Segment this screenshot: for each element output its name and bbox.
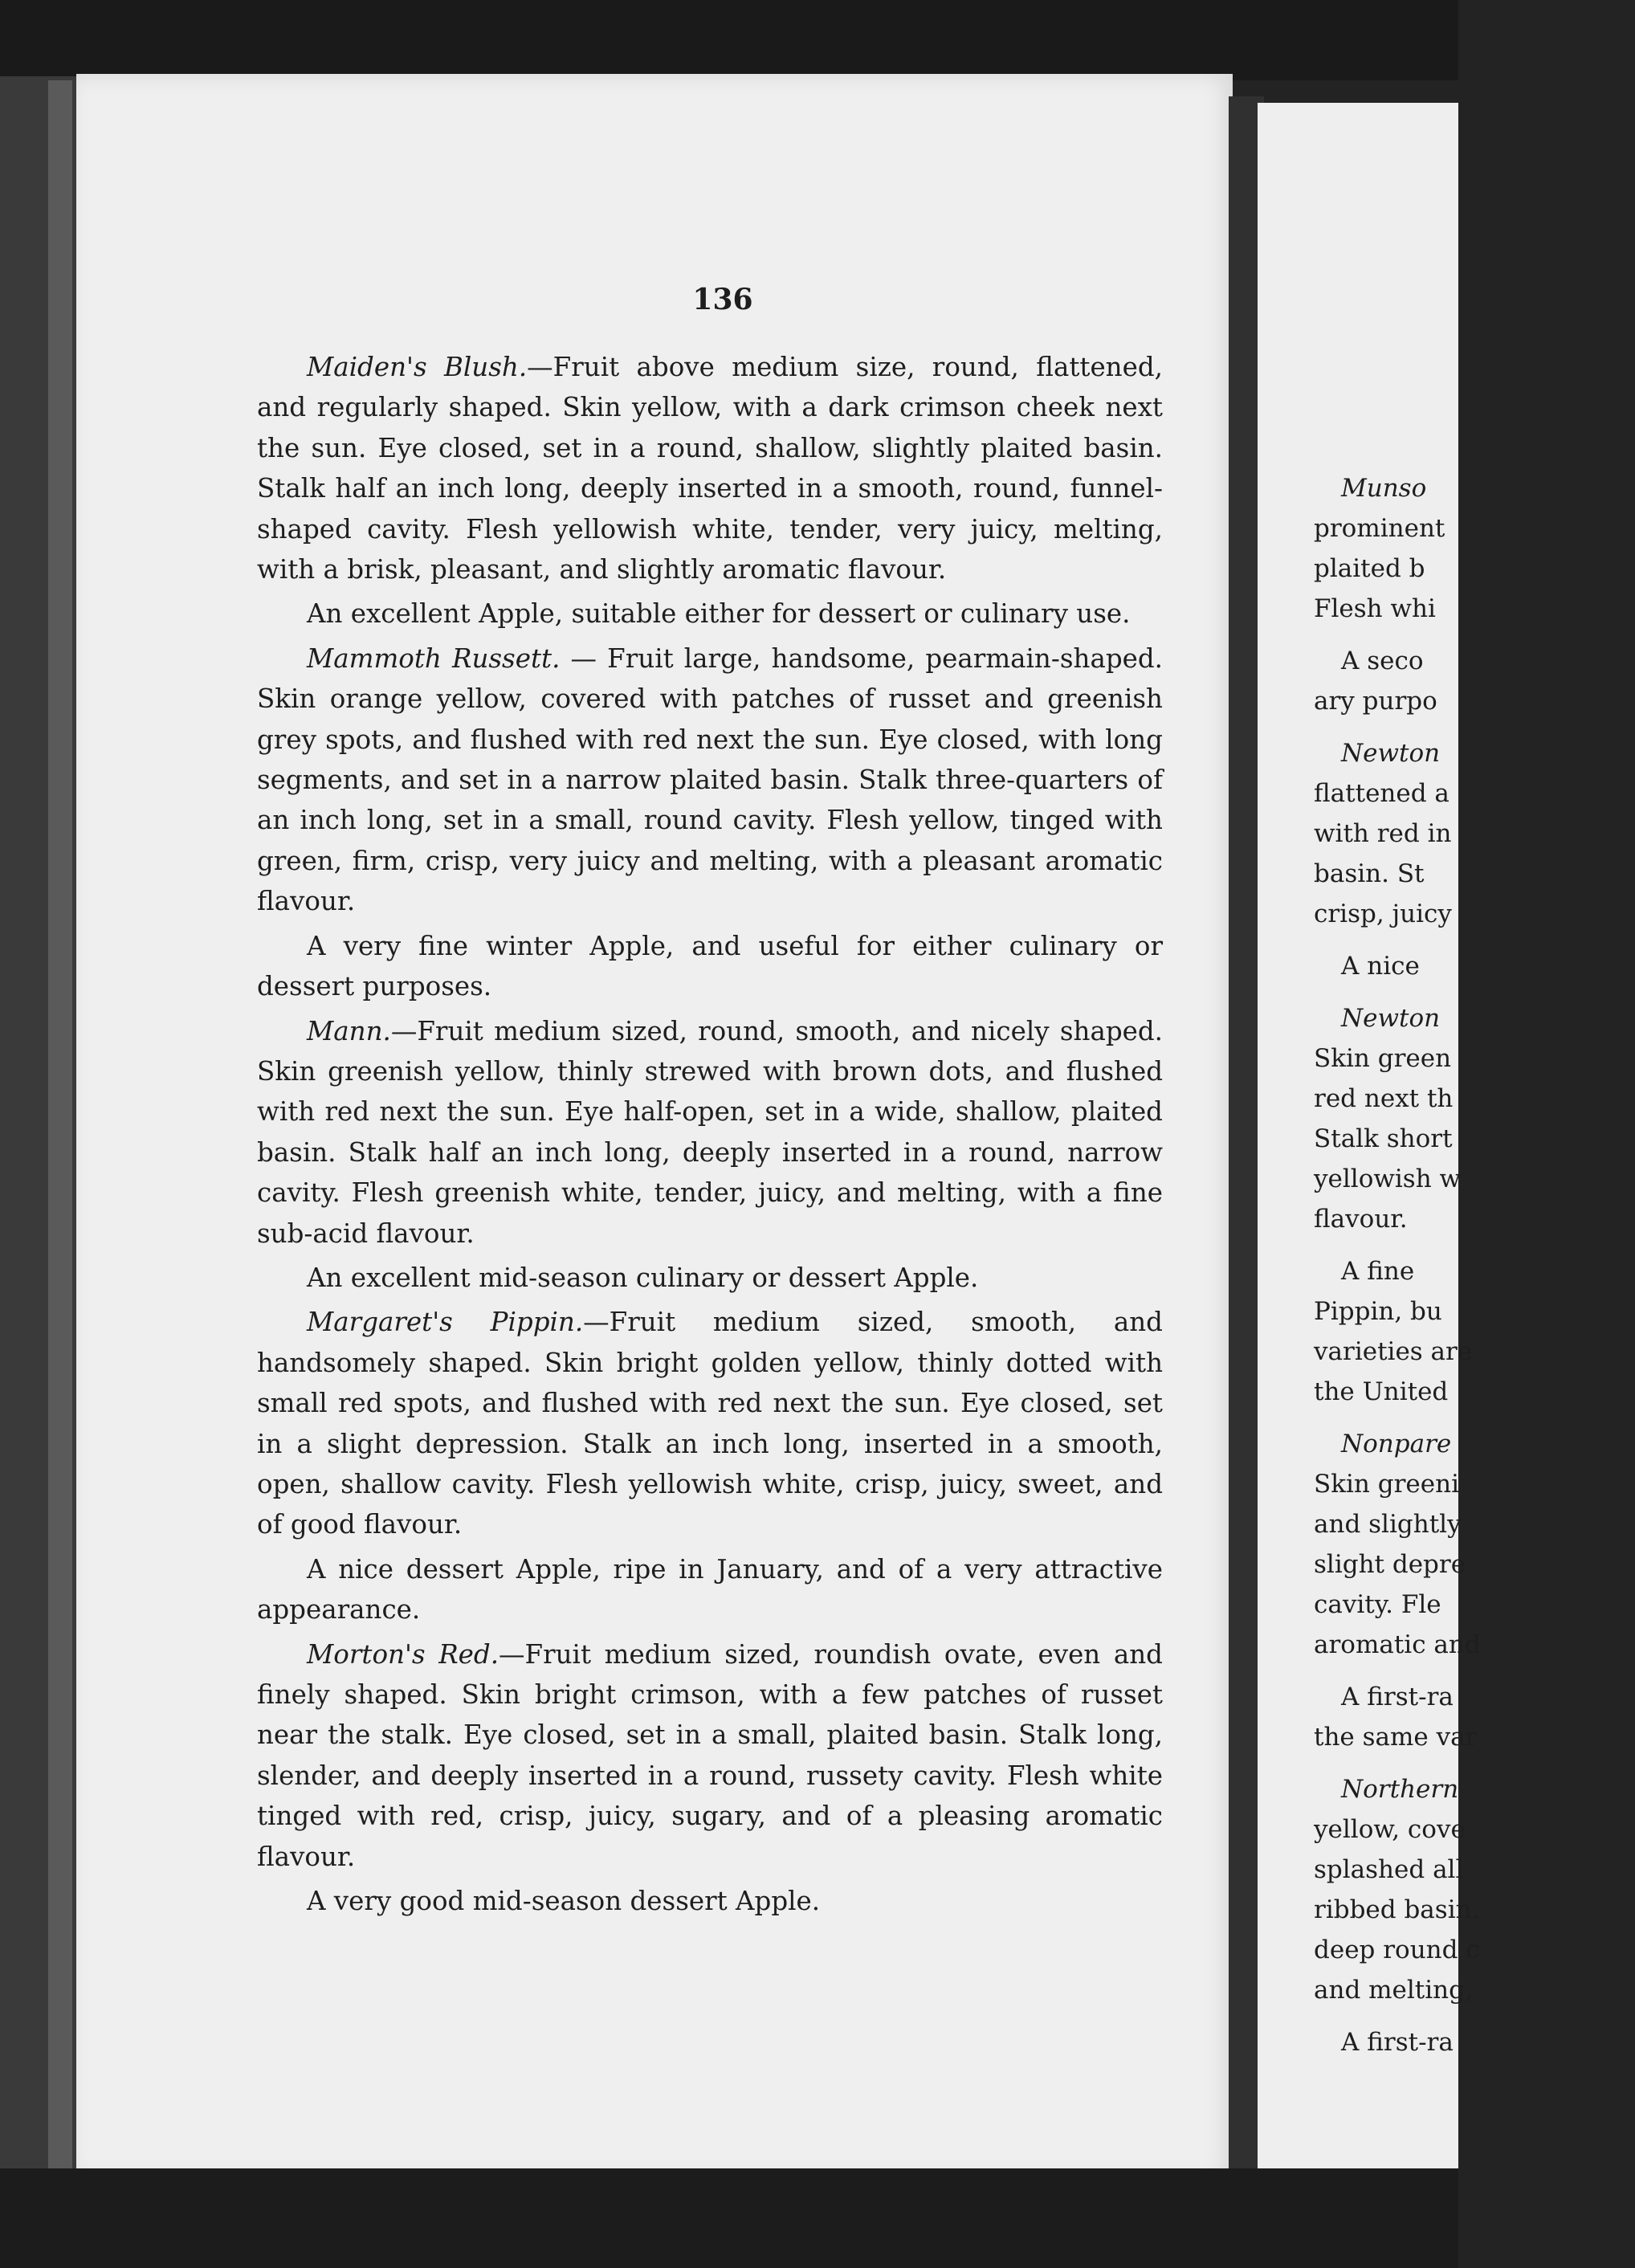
right-page-line: and melting, <box>1314 1976 1473 2005</box>
right-page-line: the same var <box>1314 1723 1478 1752</box>
right-page-line: yellow, cove <box>1314 1815 1466 1844</box>
page-number: 136 <box>692 283 753 316</box>
right-page-line: slight depre <box>1314 1550 1466 1579</box>
book-edge-pages <box>48 80 72 2168</box>
right-page-line: A fine <box>1341 1257 1415 1286</box>
right-page-line: flavour. <box>1314 1205 1408 1234</box>
right-page-text <box>1314 468 1635 2062</box>
right-page-line: basin. St <box>1314 859 1425 888</box>
right-page-line: A seco <box>1341 647 1424 675</box>
line-gap <box>1314 986 1635 998</box>
line-gap <box>1314 1412 1635 1424</box>
variety-name: Maiden's Blush. <box>307 352 528 382</box>
variety-note: An excellent mid-season culinary or dessert Apple. <box>307 1262 979 1293</box>
right-page-line: and slightly <box>1314 1510 1462 1539</box>
variety-description: —Fruit medium sized, round, smooth, and nicely shaped. Skin greenish yellow, thinly strewed with brown dots, and flushed with red next the sun. Eye half-open, set in a wide, shallow, plaited basin. Stalk half an inch long, deeply inserted in a round, narrow cavity. Flesh greenish white, tender, juicy, and melting, with a fine sub-acid flavour. <box>257 1015 1163 1249</box>
variety-name: Mammoth Russett. <box>307 642 561 674</box>
variety-note: A nice dessert Apple, ripe in January, and of a very attractive appearance. <box>257 1553 1163 1626</box>
right-page-line: deep round c <box>1314 1936 1480 1964</box>
scan-border-top <box>0 0 1458 80</box>
right-page-line: Flesh whi <box>1314 594 1436 623</box>
right-page-line: aromatic and <box>1314 1630 1481 1659</box>
line-gap <box>1314 1239 1635 1251</box>
right-page-line: yellowish w <box>1314 1165 1462 1193</box>
right-page-line: the United <box>1314 1377 1449 1406</box>
variety-note: A very fine winter Apple, and useful for either culinary or dessert purposes. <box>257 930 1163 1002</box>
right-page-line: ary purpo <box>1314 687 1437 716</box>
right-page-line: Munso <box>1341 474 1427 503</box>
variety-description: —Fruit medium sized, smooth, and handsomely shaped. Skin bright golden yellow, thinly dotted with small red spots, and flushed with red next the sun. Eye closed, set in a slight depression. Stalk an inch long, inserted in a smooth, open, shallow cavity. Flesh yellowish white, crisp, juicy, sweet, and of good flavour. <box>257 1307 1163 1540</box>
right-page-line: Newton <box>1341 1004 1441 1033</box>
line-gap <box>1314 2010 1635 2022</box>
variety-description: —Fruit medium sized, roundish ovate, even and finely shaped. Skin bright crimson, with a few patches of russet near the stalk. Eye closed, set in a small, plaited basin. Stalk long, slender, and deeply inserted in a round, russety cavity. Flesh white tinged with red, crisp, juicy, sugary, and of a pleasing aromatic flavour. <box>257 1638 1163 1872</box>
right-page-line: cavity. Fle <box>1314 1590 1441 1619</box>
variety-note: A very good mid-season dessert Apple. <box>307 1886 821 1917</box>
right-page-line: Stalk short <box>1314 1124 1453 1153</box>
right-page-line: A first-ra <box>1341 1683 1454 1711</box>
entry-mammoth-russett <box>257 638 1163 922</box>
line-gap <box>1314 1757 1635 1769</box>
right-page-line: crisp, juicy <box>1314 899 1452 928</box>
right-page-line: Skin greeni <box>1314 1470 1459 1499</box>
right-page-line: Skin green <box>1314 1044 1452 1073</box>
right-page-line: A nice <box>1341 952 1420 981</box>
right-page-line: ribbed basin. <box>1314 1895 1480 1924</box>
page-text <box>257 347 1163 1925</box>
right-page-line: A first-ra <box>1341 2028 1454 2057</box>
right-page-line: plaited b <box>1314 554 1425 583</box>
right-page-line: flattened a <box>1314 779 1449 808</box>
line-gap <box>1314 934 1635 946</box>
right-page-line: varieties are <box>1314 1337 1473 1366</box>
right-page-line: Northern <box>1341 1775 1459 1804</box>
right-page-line: splashed all <box>1314 1855 1464 1884</box>
line-gap <box>1314 629 1635 641</box>
right-page-line: Pippin, bu <box>1314 1297 1442 1326</box>
right-page <box>1258 103 1481 2191</box>
entry-margarets-pippin <box>257 1302 1163 1544</box>
variety-note: An excellent Apple, suitable either for dessert or culinary use. <box>307 598 1131 630</box>
right-page-line: Newton <box>1341 739 1441 768</box>
right-page-line: with red in <box>1314 819 1452 848</box>
variety-description: — Fruit large, handsome, pearmain-shaped. Skin orange yellow, covered with patches of russet and greenish grey spots, and flushed with red next the sun. Eye closed, with long segments, and set in a narrow plaited basin. Stalk three-quarters of an inch long, set in a small, round cavity. Flesh yellow, tinged with green, firm, crisp, very juicy and melting, with a pleasant aromatic flavour. <box>257 642 1163 917</box>
entry-maidens-blush <box>257 347 1163 589</box>
right-page-line: red next th <box>1314 1084 1454 1113</box>
variety-name: Morton's Red. <box>307 1638 499 1670</box>
line-gap <box>1314 721 1635 733</box>
variety-name: Margaret's Pippin. <box>307 1307 584 1338</box>
right-page-line: Nonpare <box>1341 1430 1452 1458</box>
line-gap <box>1314 1665 1635 1677</box>
entry-mann <box>257 1011 1163 1254</box>
scan-border-bottom <box>0 2168 1458 2268</box>
right-page-line: prominent <box>1314 514 1445 543</box>
entry-mortons-red <box>257 1634 1163 1877</box>
variety-name: Mann. <box>307 1015 391 1046</box>
variety-description: —Fruit above medium size, round, flattened, and regularly shaped. Skin yellow, with a dark crimson cheek next the sun. Eye closed, set in a round, shallow, slightly plaited basin. Stalk half an inch long, deeply inserted in a smooth, round, funnel-shaped cavity. Flesh yellowish white, tender, very juicy, melting, with a brisk, pleasant, and slightly aromatic flavour. <box>257 352 1163 585</box>
